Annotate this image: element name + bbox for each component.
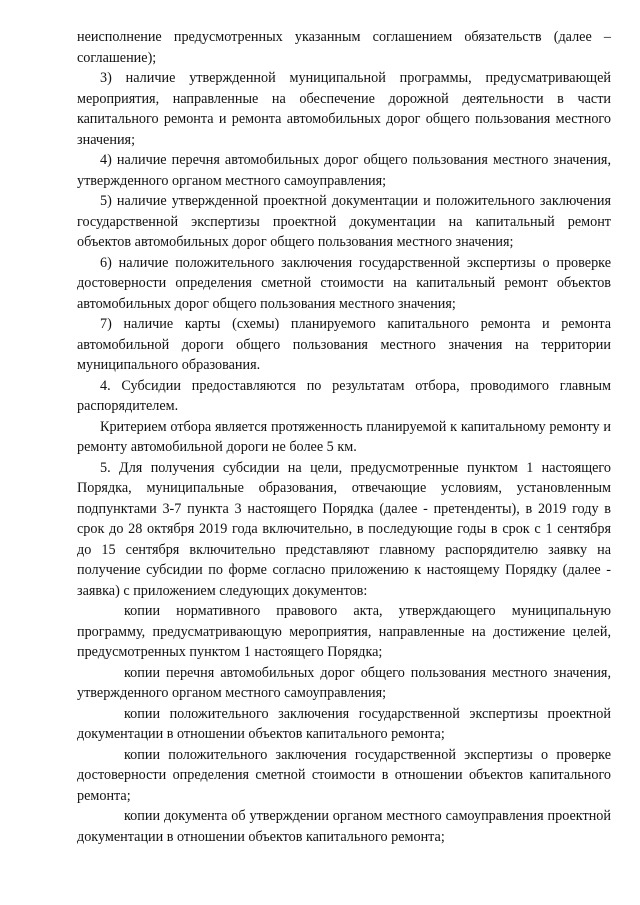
paragraph-section-5: 5. Для получения субсидии на цели, предусмотренные пунктом 1 настоящего Порядка, муниципальные образования, отвечающие условиям, установленным подпунктами 3-7 пункта 3 настоящего Порядка (далее - претенденты), в 2019 году в срок до 28 октября 2019 года включительно, в последующие годы в срок с 1 сентября до 15 сентября включительно представляют главному распорядителю заявку на получение субсидии по форме согласно приложению к настоящему Порядку (далее - заявка) с приложением следующих документов: — [77, 459, 611, 599]
list-item-document-copy: копии положительного заключения государственной экспертизы проектной документации в отношении объектов капитального ремонта; — [77, 705, 611, 742]
paragraph-item-4: 4) наличие перечня автомобильных дорог общего пользования местного значения, утвержденного органом местного самоуправления; — [77, 152, 611, 189]
list-item-document-copy: копии документа об утверждении органом местного самоуправления проектной документации в отношении объектов капитального ремонта; — [77, 808, 611, 845]
paragraph-item-5: 5) наличие утвержденной проектной документации и положительного заключения государственной экспертизы проектной документации на капитальный ремонт объектов автомобильных дорог общего пользования местного значения; — [77, 193, 611, 250]
paragraph-item-7: 7) наличие карты (схемы) планируемого капитального ремонта и ремонта автомобильной дороги общего пользования местного значения на территории муниципального образования. — [77, 316, 611, 373]
document-body — [77, 27, 611, 847]
paragraph-selection-criterion: Критерием отбора является протяженность планируемой к капитальному ремонту и ремонту автомобильной дороги не более 5 км. — [77, 418, 611, 455]
paragraph-section-4: 4. Субсидии предоставляются по результатам отбора, проводимого главным распорядителем. — [77, 377, 611, 414]
paragraph-item-3: 3) наличие утвержденной муниципальной программы, предусматривающей мероприятия, направленные на обеспечение дорожной деятельности в части капитального ремонта и ремонта автомобильных дорог общего пользования местного значения; — [77, 70, 611, 148]
list-item-document-copy: копии нормативного правового акта, утверждающего муниципальную программу, предусматривающую мероприятия, направленные на достижение целей, предусмотренных пунктом 1 настоящего Порядка; — [77, 603, 611, 660]
list-item-document-copy: копии положительного заключения государственной экспертизы о проверке достоверности определения сметной стоимости в отношении объектов капитального ремонта; — [77, 746, 611, 804]
paragraph-continuation: неисполнение предусмотренных указанным соглашением обязательств (далее – соглашение); — [77, 29, 611, 66]
paragraph-item-6: 6) наличие положительного заключения государственной экспертизы о проверке достоверности определения сметной стоимости на капитальный ремонт объектов автомобильных дорог общего пользования местного значения; — [77, 254, 611, 312]
list-item-document-copy: копии перечня автомобильных дорог общего пользования местного значения, утвержденного органом местного самоуправления; — [77, 664, 611, 701]
